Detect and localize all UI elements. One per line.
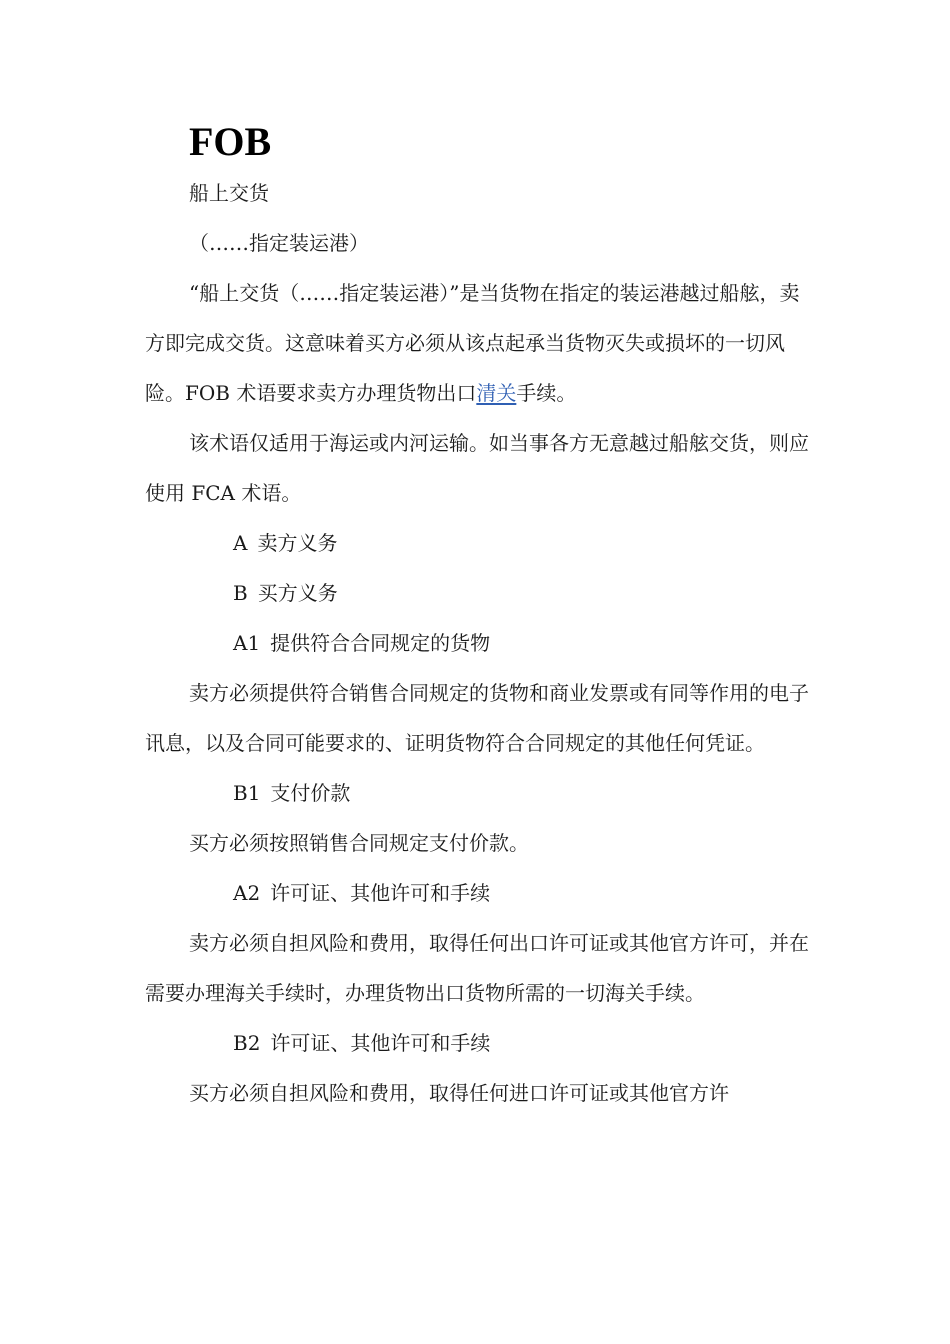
section-b-heading: [145, 568, 809, 618]
scope-paragraph: 该术语仅适用于海运或内河运输。如当事各方无意越过船舷交货，则应使用 FCA 术语。: [145, 431, 809, 505]
a1-code: A1: [233, 631, 261, 655]
intro-text-before-link: “船上交货（……指定装运港）”是当货物在指定的装运港越过船舷，卖方即完成交货。这意味着买方必须从该点起承当货物灭失或损坏的一切风险。FOB 术语要求卖方办理货物出口: [145, 281, 800, 405]
a1-heading-text: 提供符合合同规定的货物: [270, 631, 491, 655]
b2-code: B2: [233, 1031, 261, 1055]
b1-heading: [145, 768, 809, 818]
a1-heading: [145, 618, 809, 668]
b1-heading-text: 支付价款: [270, 781, 351, 805]
subtitle: 船上交货: [189, 181, 269, 205]
section-a-label: 卖方义务: [257, 531, 338, 555]
b2-paragraph: 买方必须自担风险和费用，取得任何进口许可证或其他官方许: [189, 1081, 729, 1105]
intro-text-after-link: 手续。: [516, 381, 577, 405]
b2-heading-text: 许可证、其他许可和手续: [270, 1031, 491, 1055]
b2-heading: [145, 1018, 809, 1068]
a2-paragraph: 卖方必须自担风险和费用，取得任何出口许可证或其他官方许可，并在需要办理海关手续时，办理货物出口货物所需的一切海关手续。: [145, 931, 809, 1005]
a2-heading-text: 许可证、其他许可和手续: [270, 881, 491, 905]
section-a-code: A: [233, 531, 248, 555]
b1-code: B1: [233, 781, 261, 805]
a1-paragraph: 卖方必须提供符合销售合同规定的货物和商业发票或有同等作用的电子讯息，以及合同可能要求的、证明货物符合合同规定的其他任何凭证。: [145, 681, 809, 755]
intro-paragraph: [145, 268, 809, 418]
section-b-code: B: [233, 581, 248, 605]
a2-heading: [145, 868, 809, 918]
subtitle-note: （……指定装运港）: [189, 231, 369, 255]
document-title: FOB: [189, 119, 272, 164]
document-body: [145, 168, 809, 1118]
customs-clearance-link[interactable]: 清关: [476, 381, 517, 405]
b1-paragraph: 买方必须按照销售合同规定支付价款。: [189, 831, 529, 855]
section-b-label: 买方义务: [257, 581, 338, 605]
section-a-heading: [145, 518, 809, 568]
a2-code: A2: [233, 881, 261, 905]
